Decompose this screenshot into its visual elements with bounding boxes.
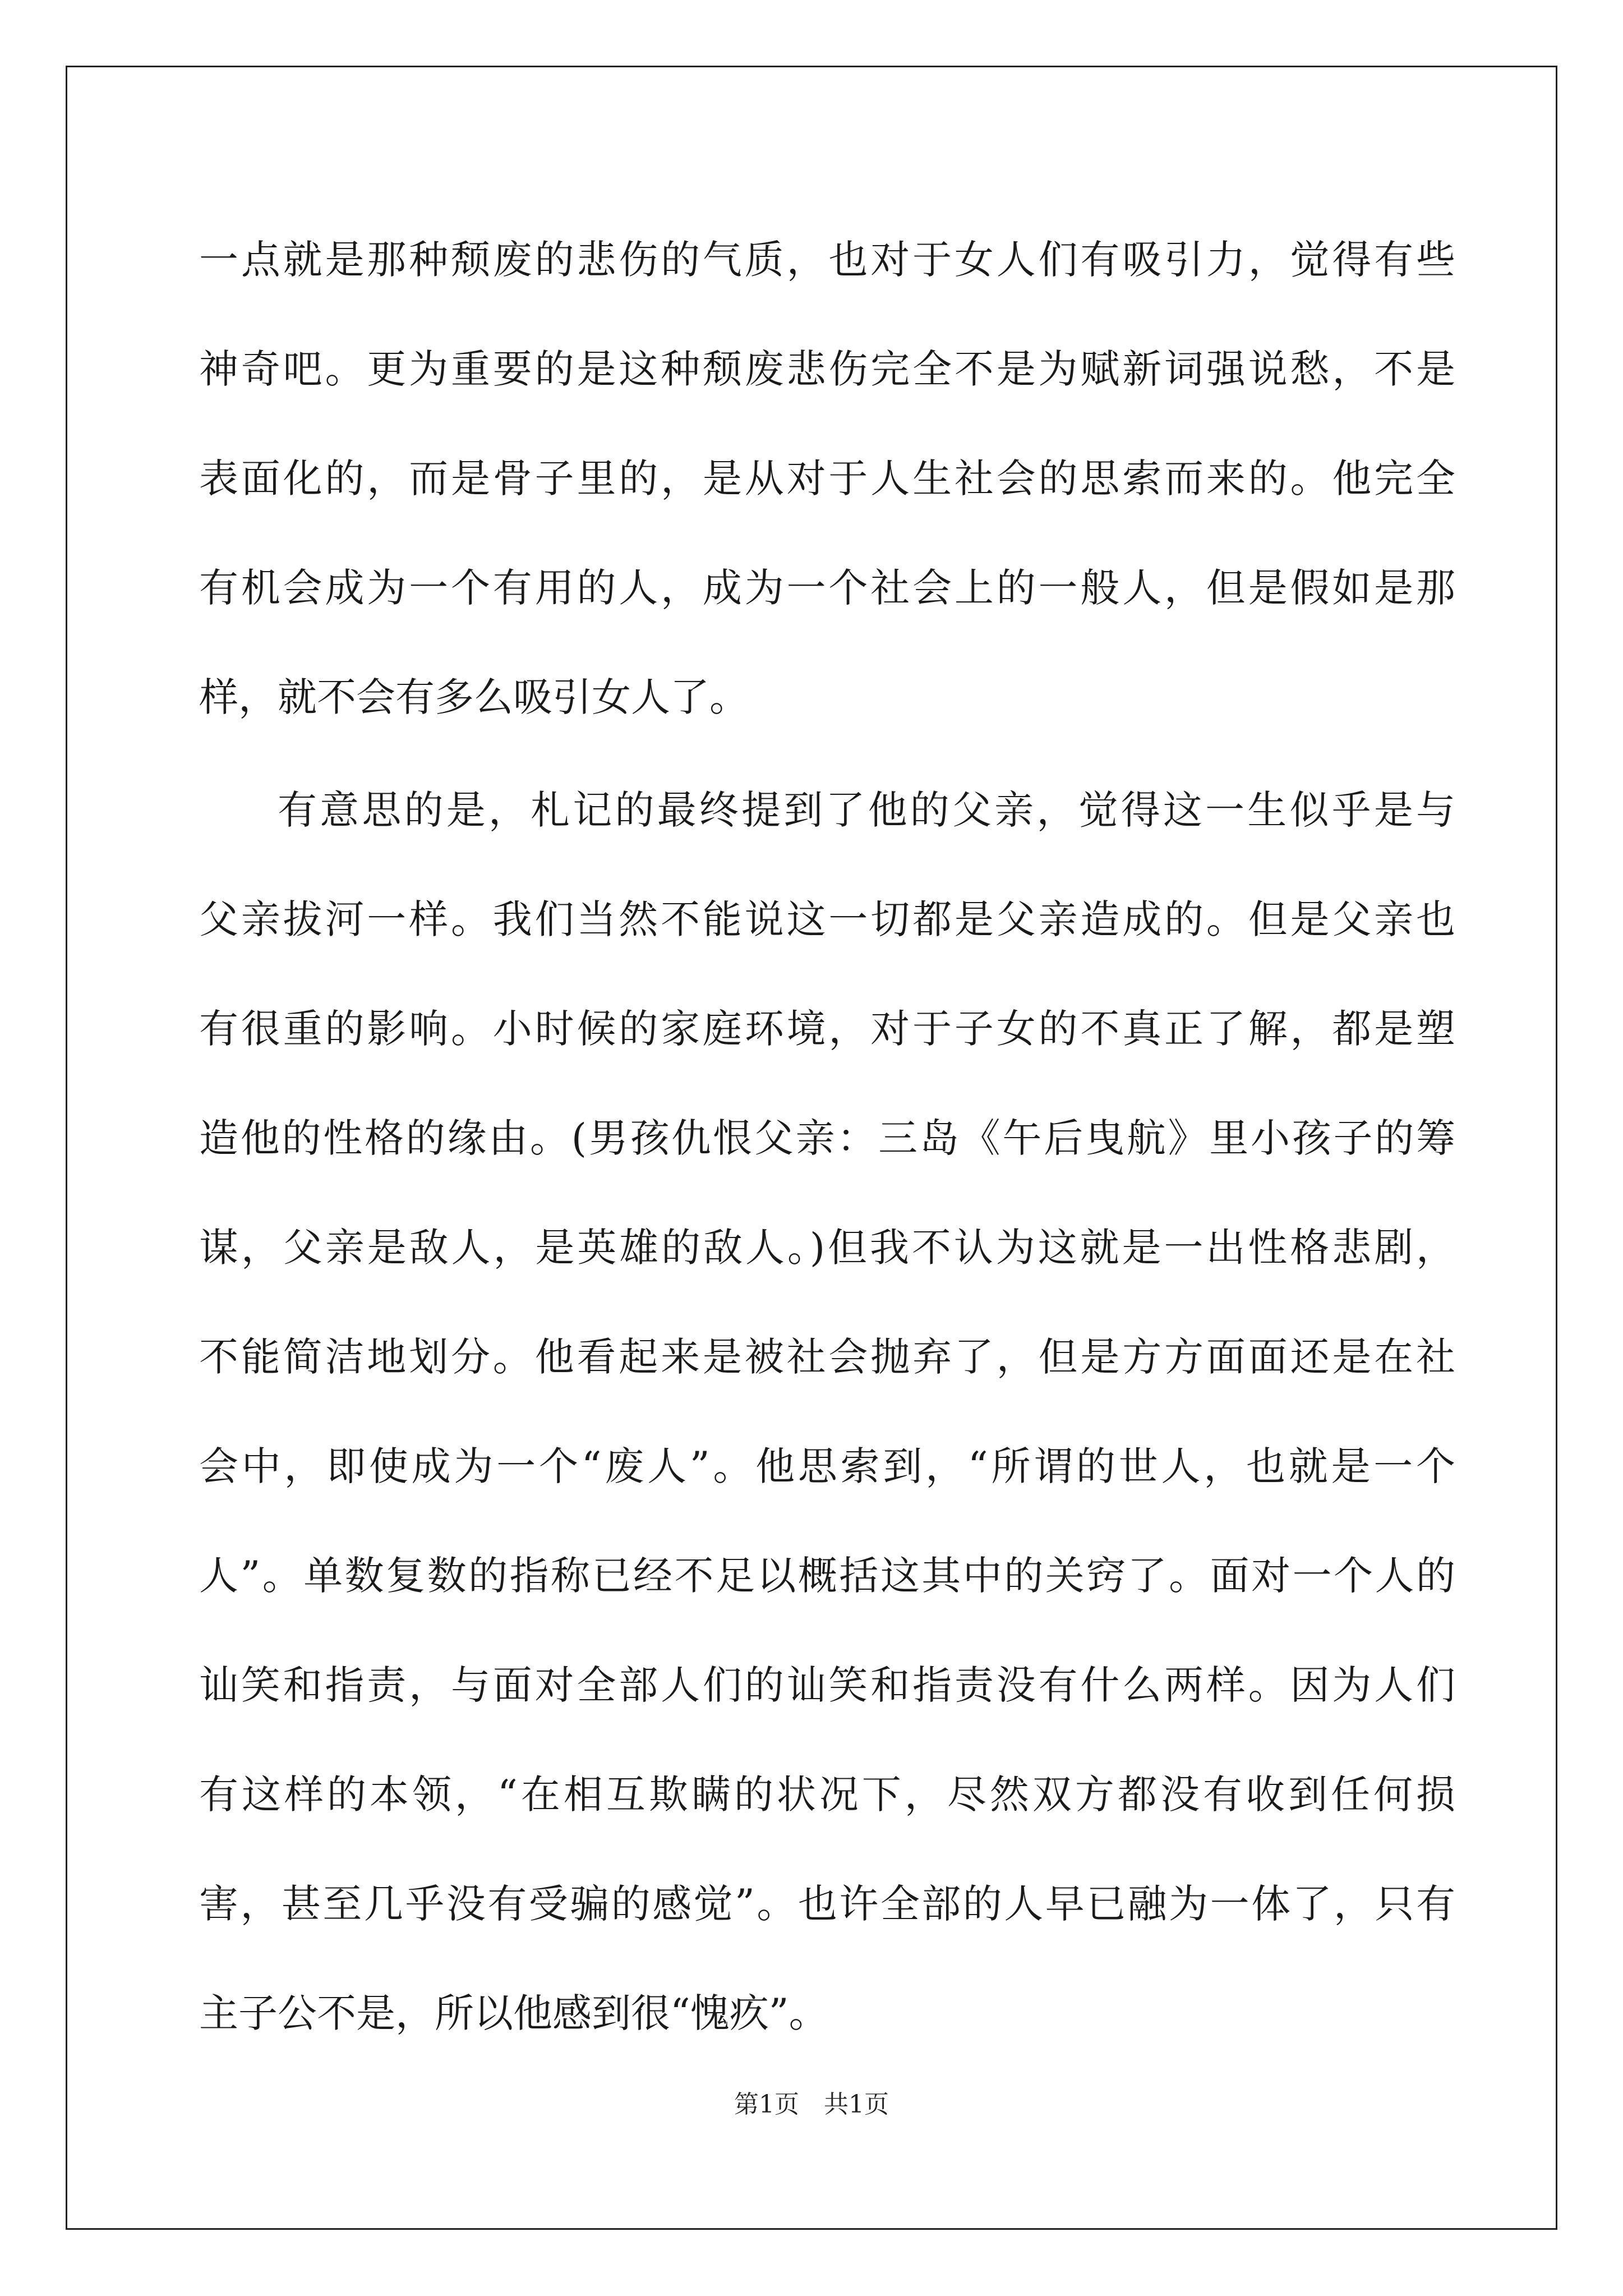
text-line: 谋，父亲是敌人，是英雄的敌人。)但我不认为这就是一出性格悲剧，: [199, 1225, 1455, 1271]
text-line: 样，就不会有多么吸引女人了。: [199, 674, 749, 720]
paragraph-2: [199, 756, 1455, 2068]
text-line: 造他的性格的缘由。(男孩仇恨父亲：三岛《午后曳航》里小孩子的筹: [199, 1115, 1455, 1161]
text-line: 有机会成为一个有用的人，成为一个社会上的一般人，但是假如是那: [199, 565, 1455, 611]
text-line: 父亲拔河一样。我们当然不能说这一切都是父亲造成的。但是父亲也: [199, 896, 1455, 942]
text-line: 害，甚至几乎没有受骗的感觉”。也许全部的人早已融为一体了，只有: [199, 1881, 1455, 1927]
paragraph-1: [199, 205, 1455, 752]
text-line: 主子公不是，所以他感到很“愧疚”。: [199, 1990, 828, 2036]
text-line: 人”。单数复数的指称已经不足以概括这其中的关窍了。面对一个人的: [199, 1553, 1455, 1599]
text-line: 有这样的本领，“在相互欺瞒的状况下，尽然双方都没有收到任何损: [199, 1772, 1455, 1818]
document-body: [199, 205, 1455, 2068]
text-line: 神奇吧。更为重要的是这种颓废悲伤完全不是为赋新词强说愁，不是: [199, 346, 1455, 392]
text-line: 会中，即使成为一个“废人”。他思索到，“所谓的世人，也就是一个: [199, 1443, 1455, 1489]
text-line: 有很重的影响。小时候的家庭环境，对于子女的不真正了解，都是塑: [199, 1006, 1455, 1052]
text-line: 不能简洁地划分。他看起来是被社会抛弃了，但是方方面面还是在社: [199, 1334, 1455, 1380]
text-line: 一点就是那种颓废的悲伤的气质，也对于女人们有吸引力，觉得有些: [199, 237, 1455, 283]
text-line: 有意思的是，札记的最终提到了他的父亲，觉得这一生似乎是与: [278, 787, 1455, 833]
text-line: 表面化的，而是骨子里的，是从对于人生社会的思索而来的。他完全: [199, 455, 1455, 501]
page-number-footer: 第1页 共1页: [734, 2090, 889, 2119]
text-line: 讪笑和指责，与面对全部人们的讪笑和指责没有什么两样。因为人们: [199, 1662, 1455, 1708]
